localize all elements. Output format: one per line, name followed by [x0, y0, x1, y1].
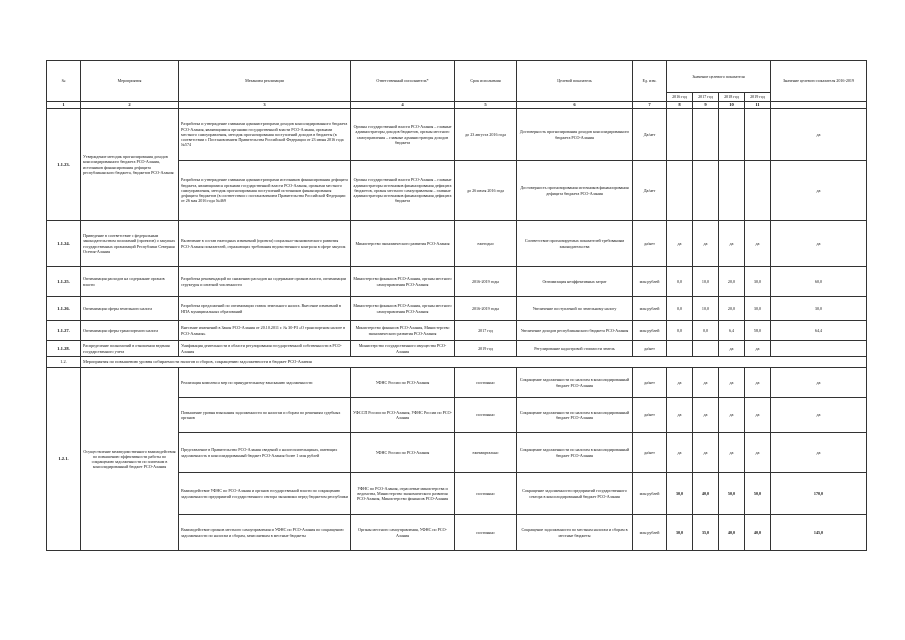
- unit-cell: Да/нет: [633, 161, 667, 221]
- table-row: [47, 297, 867, 321]
- indicator-cell: Сокращение задолженности по налогам в консолидированный бюджет РСО-Алания: [517, 368, 633, 398]
- col-indicator-header: Целевой показатель: [517, 61, 633, 102]
- value-2019: 50,0: [745, 473, 771, 515]
- header-row: [47, 61, 867, 93]
- col-deadline-header: Срок исполнения: [455, 61, 517, 102]
- mechanism-cell: Включение в состав ежегодных изменений (проекта) социально-экономического развития РСО-Алания показателей, отражающих требования ведомственного контроля в сфере закупок: [179, 221, 351, 267]
- value-2017: [693, 109, 719, 161]
- event-cell: Утверждение методик прогнозирования доходов консолидированного бюджета РСО-Алания, источников финансирования дефицита республиканского бюджета, бюджетов РСО-Алания: [81, 109, 179, 221]
- indicator-cell: Оптимизация неэффективных затрат: [517, 267, 633, 297]
- deadline-cell: 2016-2019 годы: [455, 267, 517, 297]
- mechanism-cell: Разработка предложений по оптимизации ставок земельного налога. Внесение изменений в НПА муниципальных образований: [179, 297, 351, 321]
- value-2019: да: [745, 221, 771, 267]
- deadline-cell: 2019 год: [455, 341, 517, 357]
- colnum: 10: [719, 102, 745, 109]
- event-cell: Оптимизация сферы транспортного налога: [81, 321, 179, 341]
- value-2019: да: [745, 433, 771, 473]
- indicator-cell: Сокращение задолженности по налогам в консолидированный бюджет РСО-Алания: [517, 433, 633, 473]
- deadline-cell: постоянно: [455, 515, 517, 551]
- value-2017: 10,0: [693, 267, 719, 297]
- colnum: 2: [81, 102, 179, 109]
- deadline-cell: постоянно: [455, 368, 517, 398]
- value-2017: 40,0: [693, 473, 719, 515]
- value-2018: 20,0: [719, 297, 745, 321]
- section-row: [47, 357, 867, 368]
- indicator-cell: Сокращение задолженности предприятий государственного сектора в консолидированный бюджет РСО-Алания: [517, 473, 633, 515]
- value-2019: да: [745, 368, 771, 398]
- unit-cell: млн рублей: [633, 321, 667, 341]
- measures-table: [46, 60, 867, 551]
- value-2016: 0,0: [667, 321, 693, 341]
- responsible-cell: УФНС России по РСО-Алания: [351, 433, 455, 473]
- deadline-cell: до 23 августа 2016 года: [455, 109, 517, 161]
- value-2016: 0,0: [667, 267, 693, 297]
- value-total: да: [771, 368, 867, 398]
- values-group-header: Значение целевого показателя: [667, 61, 771, 93]
- col-unit-header: Ед. изм.: [633, 61, 667, 102]
- value-2018: [719, 109, 745, 161]
- responsible-cell: УФНС по РСО-Алания, отраслевые министерства и ведомства, Министерство экономического развития РСО-Алания, Министерство финансов РСО-Алания: [351, 473, 455, 515]
- value-2019: да: [745, 341, 771, 357]
- deadline-cell: ежеквартально: [455, 433, 517, 473]
- indicator-cell: Сокращение задолженности по налогам в консолидированный бюджет РСО-Алания: [517, 398, 633, 433]
- value-total: 60,0: [771, 267, 867, 297]
- column-number-row: [47, 102, 867, 109]
- col-mechanism-header: Механизм реализации: [179, 61, 351, 102]
- value-2017: 10,0: [693, 297, 719, 321]
- colnum: 4: [351, 102, 455, 109]
- deadline-cell: постоянно: [455, 398, 517, 433]
- year-2017-header: 2017 год: [693, 93, 719, 102]
- mechanism-cell: Взаимодействие органов местного самоуправления и УФНС по РСО-Алания по сокращению задолженности по налогам и сборам, зачисляемым в местные бюджеты: [179, 515, 351, 551]
- value-2016: да: [667, 398, 693, 433]
- value-2016: да: [667, 433, 693, 473]
- row-number: 1.1.27.: [47, 321, 81, 341]
- row-number: 1.2.1.: [47, 368, 81, 551]
- unit-cell: млн рублей: [633, 267, 667, 297]
- value-2019: [745, 161, 771, 221]
- event-cell: Оптимизация сферы земельного налога: [81, 297, 179, 321]
- event-cell: Распределение полномочий в отношении ведения государственного учета: [81, 341, 179, 357]
- value-2017: да: [693, 221, 719, 267]
- mechanism-cell: Взаимодействие УФНС по РСО-Алания и органов государственной власти по сокращению задолженности предприятий государственного сектора экономики перед бюджетом республики: [179, 473, 351, 515]
- unit-cell: да/нет: [633, 221, 667, 267]
- value-2016: 30,0: [667, 473, 693, 515]
- unit-cell: млн рублей: [633, 473, 667, 515]
- indicator-cell: Соответствие прогнозируемых показателей требованиям законодательства: [517, 221, 633, 267]
- row-number: 1.1.26.: [47, 297, 81, 321]
- colnum: 11: [745, 102, 771, 109]
- value-2018: да: [719, 433, 745, 473]
- mechanism-cell: Разработка и утверждение главными администраторами доходов консолидированного бюджета РСО-Алания, являющимися органами государственной власти РСО-Алания, органами местного самоуправления, методик прогнозирования поступлений доходов в бюджеты (в соответствии с Постановлением Правительства Российской Федерации от 23 июня 2016 года №574: [179, 109, 351, 161]
- row-number: 1.1.25.: [47, 267, 81, 297]
- value-total: 30,0: [771, 297, 867, 321]
- col-event-header: Мероприятия: [81, 61, 179, 102]
- colnum: 8: [667, 102, 693, 109]
- event-cell: Осуществление межведомственного взаимодействия по повышению эффективности работы по сокращению задолженности по платежам в консолидированный бюджет РСО-Алания: [81, 368, 179, 551]
- value-2017: [693, 161, 719, 221]
- colnum: 1: [47, 102, 81, 109]
- value-total: да: [771, 433, 867, 473]
- table-row: [47, 321, 867, 341]
- mechanism-cell: Реализация комплекса мер по принудительному взысканию задолженности: [179, 368, 351, 398]
- indicator-cell: Увеличение доходов республиканского бюджета РСО-Алания: [517, 321, 633, 341]
- col-responsible-header: Ответственный исполнитель*: [351, 61, 455, 102]
- value-2017: да: [693, 368, 719, 398]
- year-2019-header: 2019 год: [745, 93, 771, 102]
- responsible-cell: УФССП России по РСО-Алания, УФНС России по РСО-Алания: [351, 398, 455, 433]
- value-total: да: [771, 221, 867, 267]
- value-total: [771, 341, 867, 357]
- colnum: 6: [517, 102, 633, 109]
- value-2018: 40,0: [719, 515, 745, 551]
- colnum: 9: [693, 102, 719, 109]
- value-2016: да: [667, 221, 693, 267]
- value-2019: 30,0: [745, 267, 771, 297]
- section-number: 1.2.: [47, 357, 81, 368]
- row-number: 1.1.28.: [47, 341, 81, 357]
- indicator-cell: Сокращение задолженности по местным налогам и сборам в местные бюджеты: [517, 515, 633, 551]
- year-2018-header: 2018 год: [719, 93, 745, 102]
- indicator-cell: Увеличение поступлений по земельному налогу: [517, 297, 633, 321]
- value-2019: 30,0: [745, 297, 771, 321]
- value-2017: да: [693, 433, 719, 473]
- value-2016: [667, 161, 693, 221]
- deadline-cell: 2016-2019 годы: [455, 297, 517, 321]
- unit-cell: млн рублей: [633, 297, 667, 321]
- table-row: [47, 267, 867, 297]
- value-2016: 30,0: [667, 515, 693, 551]
- deadline-cell: до 26 июля 2016 года: [455, 161, 517, 221]
- value-total: 170,0: [771, 473, 867, 515]
- row-number: 1.1.24.: [47, 221, 81, 267]
- event-cell: Приведение в соответствие с федеральным законодательством положений (проектов) о закупках государственных организаций Республики Северная Осетия-Алания: [81, 221, 179, 267]
- responsible-cell: Министерство государственного имущества РСО-Алания: [351, 341, 455, 357]
- value-2018: 6,4: [719, 321, 745, 341]
- value-2017: да: [693, 398, 719, 433]
- unit-cell: да/нет: [633, 341, 667, 357]
- mechanism-cell: Унификация деятельности в области регулирования государственной собственности в РСО-Алания: [179, 341, 351, 357]
- table-row: [47, 221, 867, 267]
- mechanism-cell: Внесение изменений в Закон РСО-Алания от 20.10.2011 г. № 30-РЗ «О транспортном налоге в РСО-Алания»: [179, 321, 351, 341]
- value-2019: да: [745, 398, 771, 433]
- responsible-cell: Министерство экономического развития РСО-Алания: [351, 221, 455, 267]
- event-cell: Оптимизация расходов на содержание органов власти: [81, 267, 179, 297]
- mechanism-cell: Повышение уровня взыскания задолженности по налогам и сборам по решениям судебных органов: [179, 398, 351, 433]
- table-row: [47, 109, 867, 161]
- mechanism-cell: Представление в Правительство РСО-Алания сведений о налогоплательщиках, имеющих задолженность в консолидированный бюджет РСО-Алания более 1 млн рублей: [179, 433, 351, 473]
- value-2016: 0,0: [667, 297, 693, 321]
- colnum: 7: [633, 102, 667, 109]
- responsible-cell: Органы государственной власти РСО-Алания – главные администраторы доходов бюджетов, органы местного самоуправления – главные администраторы доходов бюджета: [351, 109, 455, 161]
- table-row: [47, 341, 867, 357]
- indicator-cell: Достоверность прогнозирования доходов консолидированного бюджета РСО-Алания: [517, 109, 633, 161]
- value-2018: 50,0: [719, 473, 745, 515]
- value-2016: да: [667, 368, 693, 398]
- responsible-cell: Органы местного самоуправления, УФНС по РСО-Алания: [351, 515, 455, 551]
- mechanism-cell: Разработка и утверждение главными администраторами источников финансирования дефицита бюджета, являющимися органами государственной власти РСО-Алания, органами местного самоуправления, методик прогнозирования поступлений источников финансирования дефицита бюджетов (в соответствии с постановлением Правительства Российской Федерации от 26 мая 2016 года №469: [179, 161, 351, 221]
- mechanism-cell: Разработка рекомендаций по снижению расходов на содержание органов власти, оптимизации структуры и штатной численности: [179, 267, 351, 297]
- value-2017: 0,0: [693, 321, 719, 341]
- value-total: да: [771, 161, 867, 221]
- responsible-cell: Органы государственной власти РСО-Алания – главные администраторы источников финансирования дефицита бюджетов, органы местного самоуправления – главные администраторы источников финансирования дефицита бюджета: [351, 161, 455, 221]
- value-2018: да: [719, 398, 745, 433]
- responsible-cell: Министерство финансов РСО-Алания, Министерство экономического развития РСО-Алания: [351, 321, 455, 341]
- value-2018: [719, 161, 745, 221]
- indicator-cell: Регулирование кадастровой стоимости земель: [517, 341, 633, 357]
- unit-cell: млн рублей: [633, 515, 667, 551]
- colnum: 3: [179, 102, 351, 109]
- col-num-header: №: [47, 61, 81, 102]
- value-2018: да: [719, 368, 745, 398]
- year-2016-header: 2016 год: [667, 93, 693, 102]
- value-2017: 35,0: [693, 515, 719, 551]
- value-2016: [667, 109, 693, 161]
- value-2019: [745, 109, 771, 161]
- value-2017: [693, 341, 719, 357]
- responsible-cell: Министерство финансов РСО-Алания, органы местного самоуправления РСО-Алания: [351, 297, 455, 321]
- responsible-cell: УФНС России по РСО-Алания: [351, 368, 455, 398]
- value-2016: [667, 341, 693, 357]
- colnum: 5: [455, 102, 517, 109]
- value-total: да: [771, 398, 867, 433]
- deadline-cell: постоянно: [455, 473, 517, 515]
- value-total: да: [771, 109, 867, 161]
- section-title: Мероприятия по повышению уровня собираемости налогов и сборов, сокращению задолженности в бюджет РСО-Алания: [81, 357, 867, 368]
- col-total-header: Значение целевого показателя 2016-2019: [771, 61, 867, 102]
- value-2019: 40,0: [745, 515, 771, 551]
- unit-cell: Да/нет: [633, 109, 667, 161]
- colnum: [771, 102, 867, 109]
- unit-cell: да/нет: [633, 433, 667, 473]
- value-total: 145,0: [771, 515, 867, 551]
- deadline-cell: ежегодно: [455, 221, 517, 267]
- responsible-cell: Министерство финансов РСО-Алания, органы местного самоуправления РСО-Алания: [351, 267, 455, 297]
- unit-cell: да/нет: [633, 368, 667, 398]
- table-row: [47, 368, 867, 398]
- deadline-cell: 2017 год: [455, 321, 517, 341]
- indicator-cell: Достоверность прогнозирования источников финансирования дефицита бюджета РСО-Алания: [517, 161, 633, 221]
- value-2018: да: [719, 341, 745, 357]
- row-number: 1.1.23.: [47, 109, 81, 221]
- value-2018: да: [719, 221, 745, 267]
- value-total: 64,4: [771, 321, 867, 341]
- value-2018: 20,0: [719, 267, 745, 297]
- unit-cell: да/нет: [633, 398, 667, 433]
- value-2019: 58,0: [745, 321, 771, 341]
